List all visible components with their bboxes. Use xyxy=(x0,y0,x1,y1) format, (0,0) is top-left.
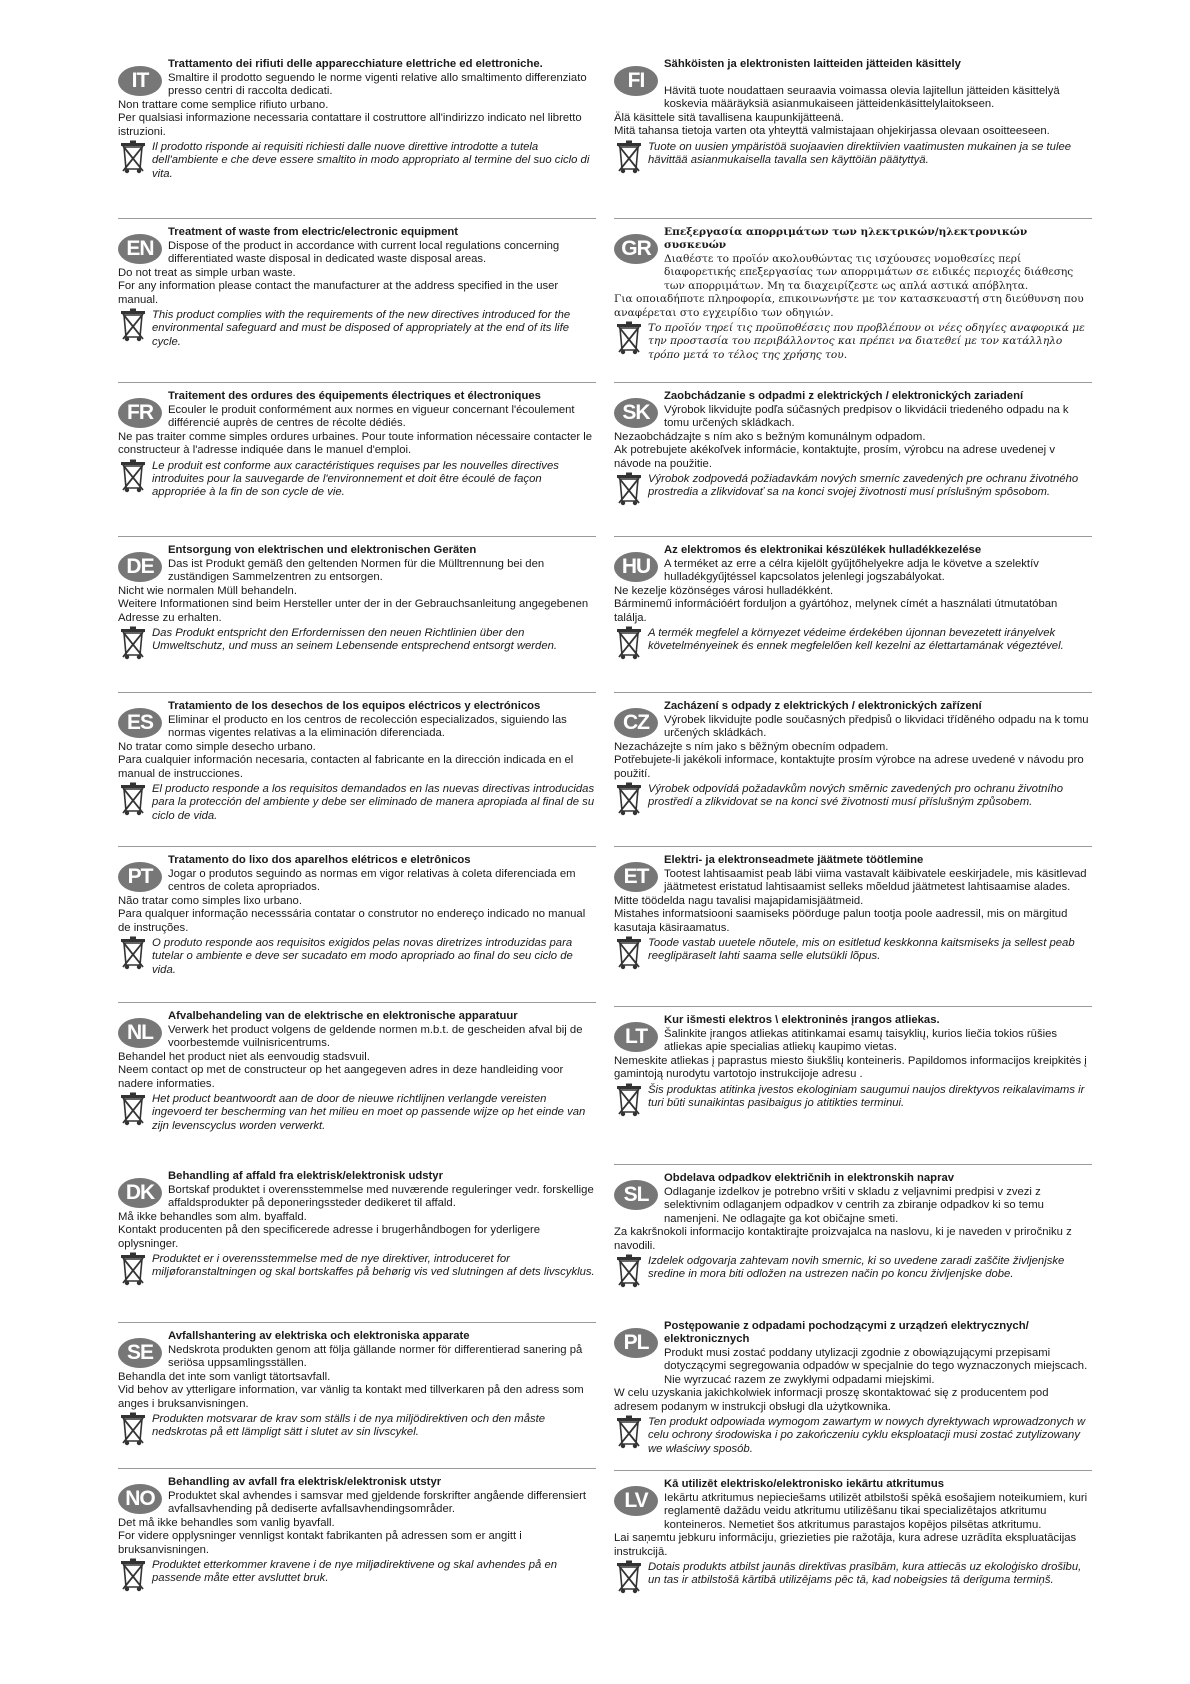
crossed-out-bin-icon xyxy=(616,1083,642,1117)
section-title: Kā utilizēt elektrisko/elektronisko iekārtu atkritumus xyxy=(664,1478,945,1490)
note-text: Het product beantwoordt aan de door de nieuwe richtlijnen verlangde vereisten ingevoerd ter bescherming van het milieu en moet op passende wijze op het einde van zijn levenscyclus worden verwerkt. xyxy=(152,1093,586,1132)
environment-note xyxy=(118,937,596,977)
section-title: Afvalbehandeling van de elektrische en elektronische apparatuur xyxy=(168,1010,518,1022)
crossed-out-bin-icon xyxy=(616,321,642,355)
crossed-out-bin-icon xyxy=(616,626,642,660)
section-text: No tratar como simple desecho urbano. xyxy=(118,740,316,753)
section-lead: Iekārtu atkritumus nepieciešams utilizēt atbilstoši spēkā esošajiem noteikumiem, kuri reglamentē dažādu veidu atkritumu utilizēšanu tikai specializētajos atkritumu konteineros. Nemetiet šos atkritumus parastajos kopējos pilsētas atkritumu. xyxy=(664,1492,1088,1531)
crossed-out-bin-icon xyxy=(616,936,642,970)
section-title: Traitement des ordures des équipements électriques et électroniques xyxy=(168,390,541,402)
section-text: Za kakršnokoli informacijo kontaktirajte proizvajalca na naslovu, ki je naveden v priročniku z navodili. xyxy=(614,1226,1072,1252)
section-text: W celu uzyskania jakichkolwiek informacji proszę skontaktować się z producentem pod adresem podanym w instrukcji obsługi dla użytkownika. xyxy=(614,1387,1049,1413)
section-lt xyxy=(614,1014,1092,1110)
section-text: Nicht wie normalen Müll behandeln. xyxy=(118,584,297,597)
crossed-out-bin-icon xyxy=(120,626,146,660)
note-text: Το προϊόν τηρεί τις προϋποθέσεις που προβλέπουν οι νέες οδηγίες αναφορικά με την προστασία του περιβάλλοντος και πρέπει να διατεθεί με τον κατάλληλο τρόπο μετά το τέλος της χρήσης του. xyxy=(648,322,1085,361)
section-de xyxy=(118,544,596,654)
section-title: Obdelava odpadkov električnih in elektronskih naprav xyxy=(664,1172,955,1184)
environment-note xyxy=(118,1253,596,1280)
section-lead: Šalinkite įrangos atliekas atitinkamai esamų taisyklių, kurios liečia tokios rūšies atliekas apie specialias atliekų kaupimo vietas. xyxy=(664,1028,1058,1054)
section-title: Επεξεργασία απορριμάτων των ηλεκτρικών/ηλεκτρονικών συσκευών xyxy=(664,226,1028,251)
section-lead: Eliminar el producto en los centros de recolección especializados, siguiendo las normas vigentes relativas a la eliminación diferenciada. xyxy=(168,714,567,740)
crossed-out-bin-icon xyxy=(120,1558,146,1592)
section-title: Entsorgung von elektrischen und elektronischen Geräten xyxy=(168,544,477,556)
section-lead: Dispose of the product in accordance with current local regulations concerning differentiated waste disposal in dedicated waste disposal areas. xyxy=(168,240,560,266)
section-lead: Odlaganje izdelkov je potrebno vršiti v skladu z veljavnimi predpisi v zvezi z selektivnim odlaganjem odpadkov v centrih za zbiranje odpadkov ki so temu namenjeni. Ne odlagajte ga kot običajne smeti. xyxy=(664,1186,1044,1225)
section-lead: Verwerk het product volgens de geldende normen m.b.t. de gescheiden afval bij de voorbestemde vuilnisricentrums. xyxy=(168,1024,583,1050)
section-sl xyxy=(614,1172,1092,1282)
section-text: Mitä tahansa tietoja varten ota yhteyttä valmistajaan ohjekirjassa olevaan osoitteeseen. xyxy=(614,125,1050,138)
section-sk xyxy=(614,390,1092,500)
section-text: Kontakt producenten på den specificerede adresse i brugerhåndbogen for yderligere oplysninger. xyxy=(118,1224,541,1250)
section-text: Behandel het product niet als eenvoudig stadsvuil. xyxy=(118,1050,370,1063)
crossed-out-bin-icon xyxy=(616,1254,642,1288)
section-text: Det må ikke behandles som vanlig byavfall. xyxy=(118,1516,335,1529)
section-text: Do not treat as simple urban waste. xyxy=(118,266,296,279)
section-text: Lai saņemtu jebkuru informāciju, griezieties pie ražotāja, kura adrese uzrādīta ekspluatācijas instrukcijā. xyxy=(614,1532,1077,1558)
section-se xyxy=(118,1330,596,1440)
note-text: A termék megfelel a környezet védeime érdekében újonnan bevezetett irányelvek követelményeinek és ennek megfelelően kell kezelni az élettartamának végeztével. xyxy=(648,627,1064,653)
section-text: Vid behov av ytterligare information, var vänlig ta kontakt med tillverkaren på den adress som anges i bruksanvisningen. xyxy=(118,1384,584,1410)
environment-note xyxy=(118,309,596,349)
note-text: Il prodotto risponde ai requisiti richiesti dalle nuove direttive introdotte a tutela dell'ambiente e che deve essere smaltito in modo appropriato al termine del suo ciclo di vita. xyxy=(152,141,590,180)
section-title: Postępowanie z odpadami pochodzącymi z urządzeń elektrycznych/ elektronicznych xyxy=(664,1320,1029,1345)
note-text: O produto responde aos requisitos exigidos pelas novas diretrizes introduzidas para tutelar o ambiente e deve ser sucadato em modo apropriado ao final do seu ciclo de vida. xyxy=(152,937,573,976)
section-lead: Tootest lahtisaamist peab läbi viima vastavalt käibivatele eeskirjadele, mis käsitlevad jäätmetest eristatud lahtisaamist selleks mõeldud jäätmetest lahtisaamise alades. xyxy=(664,868,1087,894)
section-text: Älä käsittele sitä tavallisena kaupunkijätteenä. xyxy=(614,111,844,124)
crossed-out-bin-icon xyxy=(120,1092,146,1126)
section-title: Zaobchádzanie s odpadmi z elektrických / elektronických zariadení xyxy=(664,390,1024,402)
section-text: For any information please contact the manufacturer at the address specified in the user manual. xyxy=(118,280,559,306)
section-title: Kur išmesti elektros \ elektroninės įrangos atliekas. xyxy=(664,1014,940,1026)
environment-note xyxy=(614,1084,1092,1111)
section-et xyxy=(614,854,1092,964)
environment-note xyxy=(614,1416,1092,1456)
environment-note xyxy=(118,141,596,181)
language-badge: ET xyxy=(614,862,658,892)
section-fr xyxy=(118,390,596,500)
section-lead: Jogar o produtos seguindo as normas em vigor relativas à coleta diferenciada em centros de coleta apropriados. xyxy=(168,868,576,894)
note-text: El producto responde a los requisitos demandados en las nuevas directivas introducidas para la protección del ambiente y debe ser eliminado de manera apropiada al final de su ciclo de vida. xyxy=(152,783,595,822)
note-text: Tuote on uusien ympäristöä suojaavien direktiivien vaatimusten mukainen ja se tulee hävittää asianmukaisella tavalla sen käyttöiän päätyttyä. xyxy=(648,140,1072,167)
language-badge: NO xyxy=(118,1484,162,1514)
language-badge: NL xyxy=(118,1018,162,1048)
note-text: Šis produktas atitinka įvestos ekologiniam saugumui naujos direktyvos reikalavimams ir turi būti sunaikintas pasibaigus jo atitikties terminui. xyxy=(648,1083,1085,1110)
note-text: Izdelek odgovarja zahtevam novih smernic, ki so uvedene zaradi zaščite življenjske sredine in mora biti odložen na ustrezen način po koncu življenjske dobe. xyxy=(648,1255,1065,1281)
section-title: Behandling av avfall fra elektrisk/elektronisk utstyr xyxy=(168,1476,442,1488)
language-badge: LT xyxy=(614,1022,658,1052)
crossed-out-bin-icon xyxy=(120,936,146,970)
section-lead: Bortskaf produktet i overensstemmelse med nuværende reguleringer vedr. forskellige affaldsprodukter på deponeringssteder dedikeret til affald. xyxy=(168,1184,594,1210)
language-badge: GR xyxy=(614,234,658,264)
section-title: Sähköisten ja elektronisten laitteiden jätteiden käsittely xyxy=(664,58,961,70)
note-text: This product complies with the requirements of the new directives introduced for the environmental safeguard and must be disposed of appropriately at the end of its life cycle. xyxy=(152,309,571,348)
section-text: Non trattare come semplice rifiuto urbano. xyxy=(118,98,329,111)
section-pt xyxy=(118,854,596,977)
language-badge: DK xyxy=(118,1178,162,1208)
section-text: Ne kezelje közönséges városi hulladékként. xyxy=(614,584,834,597)
environment-note xyxy=(614,322,1092,362)
note-text: Výrobok zodpovedá požiadavkám nových smerníc zavedených pre ochranu životného prostredia a zlikvidovať sa na konci svojej životnosti musí príslušným spôsobom. xyxy=(648,473,1079,499)
environment-note xyxy=(118,1093,596,1133)
section-lv xyxy=(614,1478,1092,1588)
section-text: Weitere Informationen sind beim Hersteller unter der in der Gebrauchsanleitung angegebenen Adresse zu erhalten. xyxy=(118,598,589,624)
section-title: Zacházení s odpady z elektrických / elektronických zařízení xyxy=(664,700,982,712)
section-lead: A terméket az erre a célra kijelölt gyűjtőhelyekre adja le követve a szelektív hulladékgyűjtéssel kapcsolatos jelenlegi jogszabályokat. xyxy=(664,558,1039,584)
section-lead: Hävitä tuote noudattaen seuraavia voimassa olevia lajitellun jätteiden käsittelyä koskevia määräyksiä asianmukaiseen jätteidenkäsittelylaitokseen. xyxy=(664,85,1060,111)
section-lead: Produkt musi zostać poddany utylizacji zgodnie z obowiązującymi przepisami dotyczącymi segregowania odpadów w specjalnie do tego wyznaczonych miejscach. Nie wyrzucać razem ze zwykłymi odpadami miejskimi. xyxy=(664,1347,1088,1386)
note-text: Produktet er i overensstemmelse med de nye direktiver, introduceret for miljøforanstaltningen og skal bortskaffes på behørig vis ved slutningen af dets livscyklus. xyxy=(152,1253,595,1279)
section-text: Για οποιαδήποτε πληροφορία, επικοινωνήστε με τον κατασκευαστή στη διεύθυνση που αναφέρεται στο εγχειρίδιο των οδηγιών. xyxy=(614,293,1084,319)
crossed-out-bin-icon xyxy=(120,308,146,342)
section-en xyxy=(118,226,596,349)
note-text: Das Produkt entspricht den Erfordernissen den neuen Richtlinien über den Umweltschutz, und muss an seinem Lebensende entsprechend entsorgt werden. xyxy=(152,627,558,653)
section-fi xyxy=(614,58,1092,167)
note-text: Le produit est conforme aux caractéristiques requises par les nouvelles directives introduites pour la sauvegarde de l'environnement et doit être écoulé de façon appropriée à la fin de son cycle de vie. xyxy=(152,459,559,499)
note-text: Toode vastab uuetele nõutele, mis on esitletud keskkonna kaitsmiseks ja sellest peab reeglipäraselt lahti saama selle elutsükli lõpus. xyxy=(648,937,1075,963)
section-lead: Výrobok likvidujte podľa súčasných predpisov o likvidácii triedeného odpadu na k tomu určených skládkach. xyxy=(664,404,1069,430)
section-es xyxy=(118,700,596,823)
note-text: Produktet etterkommer kravene i de nye miljødirektivene og skal avhendes på en passende måte etter avsluttet bruk. xyxy=(152,1559,558,1585)
crossed-out-bin-icon xyxy=(120,459,146,493)
environment-note xyxy=(118,783,596,823)
section-title: Az elektromos és elektronikai készülékek hulladékkezelése xyxy=(664,544,982,556)
section-title: Tratamento do lixo dos aparelhos elétricos e eletrônicos xyxy=(168,854,471,866)
section-lead: Nedskrota produkten genom att följa gällande normer för differentierad sanering på seriösa uppsamlingsställen. xyxy=(168,1344,583,1370)
section-no xyxy=(118,1476,596,1586)
note-text: Dotais produkts atbilst jaunās direktīvas prasībām, kura attiecās uz ekoloģisko drošību, un tas ir atbilstošā kārtībā utilizējams pēc tā, kad nobeigsies tā derīguma termiņš. xyxy=(648,1561,1082,1587)
crossed-out-bin-icon xyxy=(616,1415,642,1449)
section-gr xyxy=(614,226,1092,362)
section-title: Tratamiento de los desechos de los equipos eléctricos y electrónicos xyxy=(168,700,541,712)
note-text: Výrobek odpovídá požadavkům nových směrnic zavedených pro ochranu životního prostředí a zlikvidovat se na konci své životnosti musí příslušným způsobem. xyxy=(648,783,1064,809)
section-text: Må ikke behandles som alm. byaffald. xyxy=(118,1210,307,1223)
section-pl xyxy=(614,1320,1092,1456)
section-title: Avfallshantering av elektriska och elektroniska apparate xyxy=(168,1330,470,1342)
section-text: Behandla det inte som vanligt tätortsavfall. xyxy=(118,1370,331,1383)
language-badge: PT xyxy=(118,862,162,892)
language-badge: EN xyxy=(118,234,162,264)
section-lead: Smaltire il prodotto seguendo le norme vigenti relative allo smaltimento differenziato presso centri di raccolta dedicati. xyxy=(168,72,587,98)
section-hu xyxy=(614,544,1092,654)
language-badge: DE xyxy=(118,552,162,582)
language-badge: SK xyxy=(614,398,658,428)
language-badge: FI xyxy=(614,66,658,96)
language-badge: HU xyxy=(614,552,658,582)
section-lead: Produktet skal avhendes i samsvar med gjeldende forskrifter angående differensiert avfallsavhending på dediserte avfallsavhendingsområder. xyxy=(168,1490,587,1516)
section-cz xyxy=(614,700,1092,810)
section-title: Trattamento dei rifiuti delle apparecchiature elettriche ed elettroniche. xyxy=(168,58,543,70)
section-text: Ak potrebujete akékoľvek informácie, kontaktujte, prosím, výrobcu na adrese uvedenej v návode na použitie. xyxy=(614,444,1055,470)
language-badge: FR xyxy=(118,398,162,428)
section-text: Neem contact op met de constructeur op het aangegeven adres in deze handleiding voor nadere informaties. xyxy=(118,1064,564,1090)
section-text: For videre opplysninger vennligst kontakt fabrikanten på adressen som er angitt i bruksanvisningen. xyxy=(118,1530,522,1556)
language-badge: IT xyxy=(118,66,162,96)
crossed-out-bin-icon xyxy=(616,782,642,816)
note-text: Produkten motsvarar de krav som ställs i de nya miljödirektiven och den måste nedskrotas på ett lämpligt sätt i slutet av sin livscykel. xyxy=(152,1413,546,1439)
section-text: Bárminemű információért forduljon a gyártóhoz, melynek címét a használati útmutatóban találja. xyxy=(614,598,1058,624)
environment-note xyxy=(118,1559,596,1586)
environment-note xyxy=(614,141,1092,168)
section-text: Nemeskite atliekas į paprastus miesto šiukšlių konteineris. Papildomos informacijos kreipkitės į gamintoją nurodytu vartotojo instrukcijoje adresu . xyxy=(614,1054,1087,1081)
language-badge: SL xyxy=(614,1180,658,1210)
section-text: Nezaobchádzajte s ním ako s bežným komunálnym odpadom. xyxy=(614,430,926,443)
environment-note xyxy=(118,460,596,500)
crossed-out-bin-icon xyxy=(616,472,642,506)
crossed-out-bin-icon xyxy=(120,782,146,816)
section-lead: Das ist Produkt gemäß den geltenden Normen für die Mülltrennung bei den zuständigen Sammelzentren zu entsorgen. xyxy=(168,558,545,584)
section-text: Potřebujete-li jakékoli informace, kontaktujte prosím výrobce na adrese uvedené v návodu pro použití. xyxy=(614,754,1084,780)
crossed-out-bin-icon xyxy=(120,1412,146,1446)
environment-note xyxy=(614,473,1092,500)
language-badge: ES xyxy=(118,708,162,738)
note-text: Ten produkt odpowiada wymogom zawartym w nowych dyrektywach wprowadzonych w celu ochrony środowiska i po zakończeniu cyklu eksploatacji musi zostać zutylizowany we właściwy sposób. xyxy=(648,1416,1086,1455)
environment-note xyxy=(614,627,1092,654)
section-text: Para cualquier información necesaria, contacten al fabricante en la dirección indicada en el manual de instrucciones. xyxy=(118,754,574,780)
environment-note xyxy=(118,627,596,654)
section-dk xyxy=(118,1170,596,1280)
section-nl xyxy=(118,1010,596,1133)
section-title: Elektri- ja elektronseadmete jäätmete töötlemine xyxy=(664,854,924,866)
language-badge: SE xyxy=(118,1338,162,1368)
section-text: Para qualquer informação necesssária contatar o construtor no endereço indicado no manual de instruções. xyxy=(118,908,586,934)
section-title: Behandling af affald fra elektrisk/elektronisk udstyr xyxy=(168,1170,443,1182)
section-text: Mistahes informatsiooni saamiseks pöörduge palun tootja poole aadressil, mis on märgitud kasutaja käsiraamatus. xyxy=(614,908,1068,934)
section-lead: Διαθέστε το προϊόν ακολουθώντας τις ισχύουσες νομοθεσίες περί διαφορετικής επεξεργασίας των απορριμάτων σε ειδικές περιοχές διάθεσης των απορριμάτων. Μη τα διαχειρίζεστε ως απλά αστικά απόβλητα. xyxy=(664,253,1074,292)
language-badge: CZ xyxy=(614,708,658,738)
section-text: Mitte töödelda nagu tavalisi majapidamisjäätmeid. xyxy=(614,894,864,907)
crossed-out-bin-icon xyxy=(120,1252,146,1286)
environment-note xyxy=(614,1255,1092,1282)
language-badge: PL xyxy=(614,1328,658,1358)
environment-note xyxy=(118,1413,596,1440)
language-badge: LV xyxy=(614,1486,658,1516)
environment-note xyxy=(614,937,1092,964)
crossed-out-bin-icon xyxy=(616,1560,642,1594)
section-text: Não tratar como simples lixo urbano. xyxy=(118,894,302,907)
section-it xyxy=(118,58,596,181)
section-text: Ne pas traiter comme simples ordures urbaines. Pour toute information nécessaire contacter le constructeur à l'adresse indiquée dans le manuel d'emploi. xyxy=(118,430,593,457)
section-lead: Výrobek likvidujte podle současných předpisů o likvidaci tříděného odpadu na k tomu určených skládkách. xyxy=(664,714,1089,740)
environment-note xyxy=(614,1561,1092,1588)
section-text: Per qualsiasi informazione necessaria contattare il costruttore all'indirizzo indicato nel libretto istruzioni. xyxy=(118,112,582,138)
section-lead: Ecouler le produit conformément aux normes en vigueur concernant l'écoulement différencié auprès de centres de récolte dédiés. xyxy=(168,404,575,430)
crossed-out-bin-icon xyxy=(120,140,146,174)
environment-note xyxy=(614,783,1092,810)
section-text: Nezacházejte s ním jako s běžným obecním odpadem. xyxy=(614,740,889,753)
crossed-out-bin-icon xyxy=(616,140,642,174)
section-title: Treatment of waste from electric/electronic equipment xyxy=(168,226,459,238)
